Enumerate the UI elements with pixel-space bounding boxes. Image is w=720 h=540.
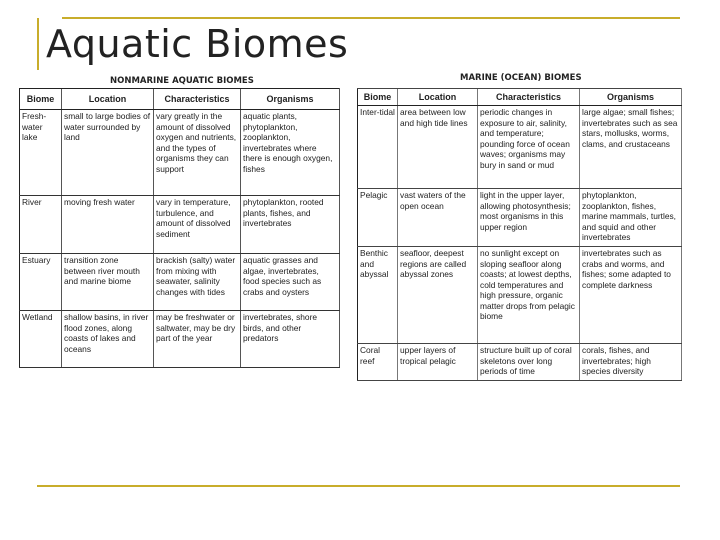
top-rule [62,17,680,19]
biome-cell: Fresh-water lake [20,110,62,196]
table-row [358,344,682,381]
location-cell: vast waters of the open ocean [398,189,478,247]
location-cell: shallow basins, in river flood zones, along coasts of lakes and oceans [62,311,154,368]
nonmarine-table [19,88,340,368]
location-cell: area between low and high tide lines [398,106,478,189]
biome-cell: Coral reef [358,344,398,381]
organisms-cell: large algae; small fishes; invertebrates such as sea stars, mollusks, worms, clams, and crustaceans [580,106,682,189]
bottom-rule [37,485,680,487]
characteristics-cell: vary in temperature, turbulence, and amount of dissolved sediment [154,196,241,254]
characteristics-cell: structure built up of coral skeletons over long periods of time [478,344,580,381]
left-rule [37,18,39,70]
location-cell: seafloor, deepest regions are called abyssal zones [398,247,478,344]
nonmarine-table-title: NONMARINE AQUATIC BIOMES [110,76,254,86]
organisms-cell: phytoplankton, rooted plants, fishes, and invertebrates [241,196,340,254]
header-biome: Biome [358,89,398,106]
characteristics-cell: may be freshwater or saltwater, may be dry part of the year [154,311,241,368]
characteristics-cell: brackish (salty) water from mixing with seawater, salinity changes with tides [154,254,241,311]
header-characteristics: Characteristics [478,89,580,106]
table-row [20,311,340,368]
table-row [358,247,682,344]
table-header-row [358,89,682,106]
header-organisms: Organisms [241,89,340,110]
location-cell: moving fresh water [62,196,154,254]
organisms-cell: invertebrates, shore birds, and other predators [241,311,340,368]
biome-cell: Wetland [20,311,62,368]
organisms-cell: aquatic plants, phytoplankton, zooplankton, invertebrates where there is enough oxygen, fishes [241,110,340,196]
header-location: Location [62,89,154,110]
table-row [358,189,682,247]
header-biome: Biome [20,89,62,110]
biome-cell: Pelagic [358,189,398,247]
marine-table-title: MARINE (OCEAN) BIOMES [460,73,582,83]
table-row [20,110,340,196]
biome-cell: Inter-tidal [358,106,398,189]
header-organisms: Organisms [580,89,682,106]
header-characteristics: Characteristics [154,89,241,110]
table-row [20,254,340,311]
location-cell: upper layers of tropical pelagic [398,344,478,381]
characteristics-cell: light in the upper layer, allowing photosynthesis; most organisms in this upper region [478,189,580,247]
organisms-cell: invertebrates such as crabs and worms, and fishes; some adapted to complete darkness [580,247,682,344]
slide-title: Aquatic Biomes [46,22,349,66]
table-row [20,196,340,254]
biome-cell: Estuary [20,254,62,311]
location-cell: transition zone between river mouth and marine biome [62,254,154,311]
table-row [358,106,682,189]
organisms-cell: aquatic grasses and algae, invertebrates, food species such as crabs and oysters [241,254,340,311]
organisms-cell: phytoplankton, zooplankton, fishes, marine mammals, turtles, and squid and other invertebrates [580,189,682,247]
organisms-cell: corals, fishes, and invertebrates; high species diversity [580,344,682,381]
table-header-row [20,89,340,110]
biome-cell: River [20,196,62,254]
biome-cell: Benthic and abyssal [358,247,398,344]
header-location: Location [398,89,478,106]
characteristics-cell: vary greatly in the amount of dissolved oxygen and nutrients, and the types of organisms they can support [154,110,241,196]
location-cell: small to large bodies of water surrounded by land [62,110,154,196]
characteristics-cell: periodic changes in exposure to air, salinity, and temperature; pounding force of ocean waves; organisms may bury in sand or mud [478,106,580,189]
marine-table [357,88,682,381]
characteristics-cell: no sunlight except on sloping seafloor along coasts; at lowest depths, cold temperatures and high pressure, organic matter drops from pelagic biome [478,247,580,344]
